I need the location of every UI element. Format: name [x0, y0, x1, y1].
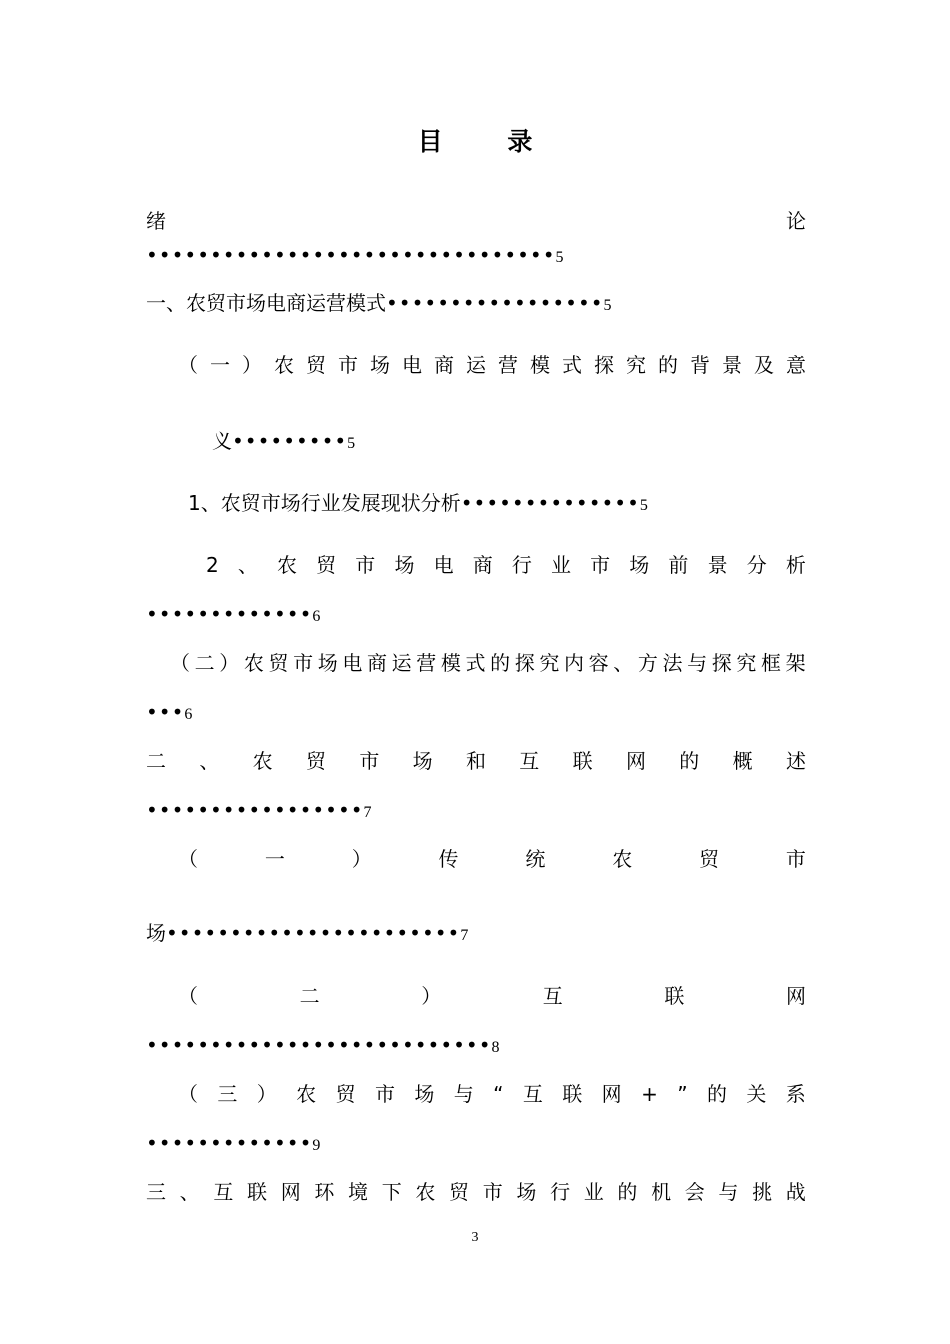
toc-char: 联	[572, 749, 593, 773]
toc-char: 一	[210, 353, 230, 377]
toc-entry[interactable]	[188, 488, 848, 518]
toc-char: 的	[679, 749, 700, 773]
toc-leader-dots: •••••••••••••••••••••••••••	[146, 1033, 492, 1057]
toc-char: 机	[651, 1180, 672, 1204]
toc-char: 商	[472, 553, 493, 577]
toc-char: 贸	[268, 651, 289, 675]
toc-char: 的	[490, 651, 511, 675]
toc-char: 究	[736, 651, 757, 675]
toc-entry-text	[178, 350, 806, 380]
toc-char: 分	[746, 553, 767, 577]
toc-char: 下	[381, 1180, 402, 1204]
toc-char: 关	[746, 1082, 767, 1106]
toc-char: 农	[415, 1180, 436, 1204]
toc-page-number: 5	[603, 297, 612, 314]
toc-char: 环	[314, 1180, 335, 1204]
toc-char: ”	[677, 1082, 688, 1106]
toc-char: 市	[374, 1082, 395, 1106]
toc-entry-text	[146, 746, 806, 776]
toc-char: 场	[414, 1082, 435, 1106]
toc-char: 一	[264, 847, 285, 871]
toc-leader-dots: •••••••••••••	[146, 1131, 313, 1155]
toc-char: 贸	[699, 847, 720, 871]
toc-char: 联	[247, 1180, 268, 1204]
toc-char: 前	[668, 553, 689, 577]
toc-page-number: 9	[312, 1137, 321, 1154]
toc-entry-text: 1、农贸市场行业发展现状分析	[188, 491, 461, 515]
toc-char: 业	[583, 1180, 604, 1204]
toc-entry[interactable]	[170, 648, 806, 678]
toc-char: 电	[402, 353, 422, 377]
toc-leader-dots: ••••••••••••••	[460, 491, 640, 515]
toc-char: 农	[252, 749, 273, 773]
page-number: 3	[471, 1230, 479, 1245]
toc-entry[interactable]	[206, 550, 806, 580]
toc-page-number: 6	[184, 706, 193, 723]
toc-entry-text	[178, 1079, 806, 1109]
toc-entry-text	[178, 981, 806, 1011]
toc-entry-continuation: 义	[212, 429, 232, 453]
toc-char: 模	[440, 651, 461, 675]
toc-char: ）	[421, 984, 442, 1008]
toc-title: 目 录	[417, 127, 561, 156]
toc-char: 论	[786, 209, 806, 233]
toc-char: 背	[690, 353, 710, 377]
toc-char: 的	[617, 1180, 638, 1204]
toc-char: 景	[707, 553, 728, 577]
toc-page-number: 7	[460, 927, 469, 944]
toc-leader-dots: •••••••••••••••••	[386, 291, 604, 315]
toc-char: 市	[293, 651, 314, 675]
toc-char: 农	[277, 553, 298, 577]
toc-char: 、	[613, 651, 634, 675]
toc-char: 法	[662, 651, 683, 675]
toc-char: 与	[687, 651, 708, 675]
toc-char: 网	[601, 1082, 622, 1106]
toc-entry-text	[170, 648, 806, 678]
toc-char: 探	[711, 651, 732, 675]
toc-char: 探	[514, 651, 535, 675]
toc-leader-line	[212, 426, 872, 456]
toc-leader-line	[146, 918, 806, 948]
toc-char: 、	[199, 749, 220, 773]
toc-char: 境	[348, 1180, 369, 1204]
toc-char: 的	[658, 353, 678, 377]
toc-char: 析	[785, 553, 806, 577]
toc-char: 统	[525, 847, 546, 871]
toc-leader-dots: •••••••••••••••••••••••	[166, 921, 461, 945]
toc-entry[interactable]	[178, 350, 806, 380]
toc-entry[interactable]	[146, 206, 806, 236]
toc-char: 式	[465, 651, 486, 675]
toc-leader-line	[146, 599, 806, 629]
toc-char: 容	[588, 651, 609, 675]
toc-char: 方	[637, 651, 658, 675]
toc-entry[interactable]	[178, 1079, 806, 1109]
toc-char: 市	[482, 1180, 503, 1204]
toc-char: 究	[539, 651, 560, 675]
toc-char: 景	[722, 353, 742, 377]
toc-char: 市	[355, 553, 376, 577]
toc-leader-dots: ••••••••••••••••••••••••••••••••	[146, 243, 556, 267]
toc-leader-line	[146, 240, 806, 270]
toc-char: 市	[785, 847, 806, 871]
toc-char: 场	[370, 353, 390, 377]
toc-char: 式	[562, 353, 582, 377]
toc-leader-dots: •••••••••••••	[146, 602, 313, 626]
toc-char: 互	[542, 984, 563, 1008]
toc-char: 场	[629, 553, 650, 577]
toc-char: ）	[242, 353, 262, 377]
toc-entry-text	[146, 1177, 806, 1207]
toc-char: 商	[434, 353, 454, 377]
toc-char: ）	[256, 1082, 277, 1106]
toc-char: 二	[299, 984, 320, 1008]
toc-char: 架	[785, 651, 806, 675]
toc-char: +	[641, 1082, 658, 1106]
toc-char: 网	[625, 749, 646, 773]
toc-char: 意	[786, 353, 806, 377]
toc-char: 联	[664, 984, 685, 1008]
toc-char: 二	[146, 749, 166, 773]
toc-char: 行	[550, 1180, 571, 1204]
toc-char: （	[178, 1082, 198, 1106]
toc-char: 及	[754, 353, 774, 377]
toc-char: 农	[296, 1082, 317, 1106]
toc-entry-text	[146, 206, 806, 236]
toc-page-number: 7	[363, 804, 372, 821]
toc-char: 场	[516, 1180, 537, 1204]
toc-char: 的	[706, 1082, 727, 1106]
toc-entry-text: 一、农贸市场电商运营模式	[146, 291, 386, 315]
toc-char: 行	[511, 553, 532, 577]
toc-leader-line	[146, 697, 806, 727]
toc-char: 场	[317, 651, 338, 675]
toc-leader-line	[146, 1030, 806, 1060]
toc-entry[interactable]	[178, 844, 806, 874]
toc-char: “	[493, 1082, 504, 1106]
toc-char: 贸	[306, 353, 326, 377]
toc-char: 业	[551, 553, 571, 577]
toc-char: 运	[466, 353, 486, 377]
toc-char: 营	[498, 353, 518, 377]
toc-char: 和	[465, 749, 486, 773]
toc-char: 电	[433, 553, 454, 577]
toc-char: 市	[590, 553, 611, 577]
toc-leader-dots: •••••••••	[232, 429, 348, 453]
toc-char: 互	[213, 1180, 234, 1204]
toc-page-number: 5	[639, 497, 648, 514]
toc-page-number: 6	[312, 608, 321, 625]
toc-char: 2	[206, 553, 219, 577]
toc-char: （	[178, 984, 198, 1008]
toc-char: 网	[785, 984, 806, 1008]
toc-char: 运	[391, 651, 412, 675]
toc-char: 与	[718, 1180, 739, 1204]
toc-char: 网	[280, 1180, 301, 1204]
toc-char: 三	[217, 1082, 238, 1106]
toc-char: 挑	[752, 1180, 773, 1204]
toc-char: 绪	[146, 209, 166, 233]
toc-char: 究	[626, 353, 646, 377]
toc-char: 探	[594, 353, 614, 377]
toc-entry[interactable]	[146, 288, 806, 318]
toc-char: ）	[219, 651, 240, 675]
toc-entry[interactable]	[178, 981, 806, 1011]
toc-entry[interactable]	[146, 746, 806, 776]
toc-leader-line	[146, 795, 806, 825]
toc-char: 二	[194, 651, 215, 675]
toc-char: ）	[351, 847, 372, 871]
toc-char: 互	[519, 749, 540, 773]
toc-char: 三	[146, 1180, 166, 1204]
toc-char: 贸	[449, 1180, 470, 1204]
toc-char: 述	[785, 749, 806, 773]
toc-char: （	[170, 651, 190, 675]
toc-char: 农	[612, 847, 633, 871]
toc-char: 模	[530, 353, 550, 377]
toc-entry-text	[206, 550, 806, 580]
toc-entry[interactable]	[146, 1177, 806, 1207]
toc-char: 商	[367, 651, 387, 675]
toc-char: 农	[243, 651, 264, 675]
toc-char: 传	[438, 847, 459, 871]
toc-char: 农	[274, 353, 294, 377]
toc-char: 、	[237, 553, 258, 577]
toc-char: 贸	[305, 749, 326, 773]
toc-char: 会	[684, 1180, 705, 1204]
toc-char: （	[178, 847, 198, 871]
toc-char: 系	[785, 1082, 806, 1106]
toc-char: 贸	[335, 1082, 356, 1106]
toc-char: 场	[394, 553, 415, 577]
toc-leader-dots: •••••••••••••••••	[146, 798, 364, 822]
toc-char: 场	[412, 749, 433, 773]
toc-entry-text	[178, 844, 806, 874]
toc-char: 与	[453, 1082, 474, 1106]
toc-char: 市	[338, 353, 358, 377]
toc-char: （	[178, 353, 198, 377]
toc-char: 营	[416, 651, 437, 675]
toc-char: 战	[785, 1180, 806, 1204]
toc-char: 贸	[316, 553, 337, 577]
toc-leader-dots: •••	[146, 700, 185, 724]
toc-char: 电	[342, 651, 363, 675]
toc-entry-continuation: 场	[146, 921, 166, 945]
toc-page-number: 5	[555, 249, 564, 266]
toc-char: 框	[761, 651, 781, 675]
toc-char: 市	[359, 749, 380, 773]
toc-page-number: 5	[347, 435, 356, 452]
toc-char: 、	[179, 1180, 200, 1204]
toc-leader-line	[146, 1128, 806, 1158]
toc-char: 概	[732, 749, 753, 773]
toc-page-number: 8	[491, 1039, 500, 1056]
toc-char: 互	[522, 1082, 543, 1106]
toc-char: 内	[564, 651, 584, 675]
toc-char: 联	[562, 1082, 583, 1106]
